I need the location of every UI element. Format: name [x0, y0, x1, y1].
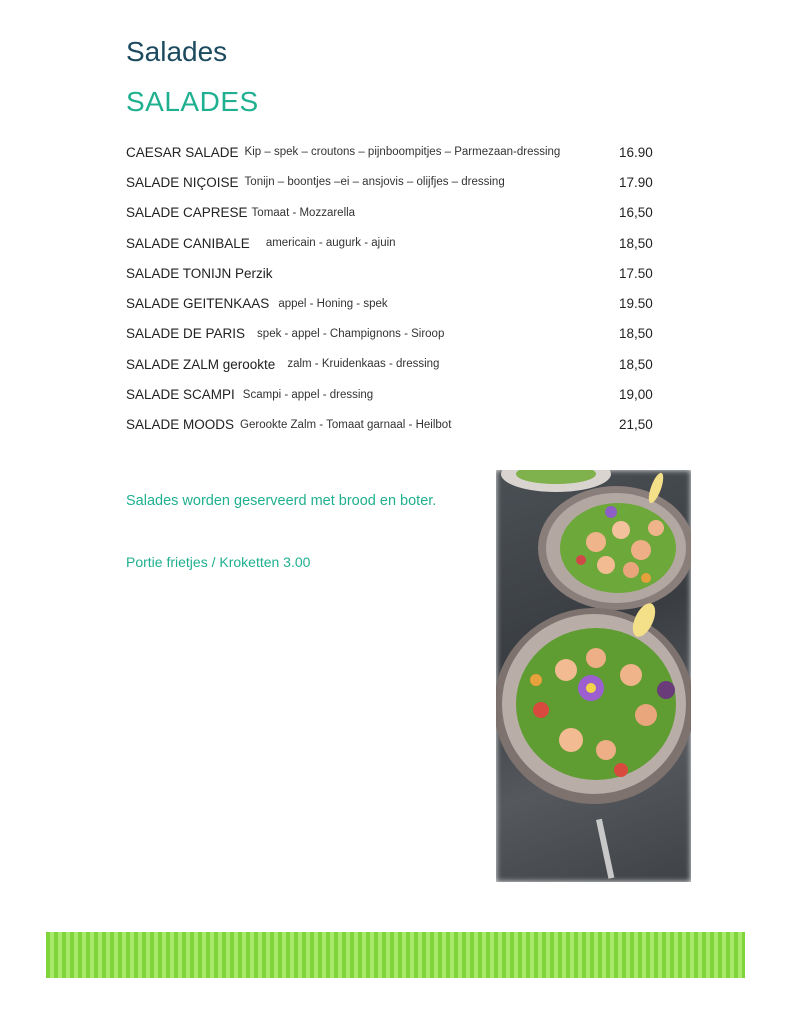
- menu-item: [126, 349, 666, 379]
- page-title: Salades: [126, 36, 228, 67]
- menu-item: [126, 198, 666, 228]
- section-heading: SALADES: [126, 86, 259, 117]
- item-price: 17.90: [619, 174, 653, 190]
- bread-note: Salades worden geserveerd met brood en boter.: [126, 493, 437, 509]
- item-name: CAESAR SALADE: [126, 144, 239, 160]
- menu-item: [126, 410, 666, 440]
- salad-photo-illustration: [496, 470, 691, 882]
- menu-item: [126, 288, 666, 318]
- item-name: SALADE GEITENKAAS: [126, 296, 270, 312]
- item-price: 18,50: [619, 326, 653, 342]
- item-price: 21,50: [619, 417, 653, 433]
- item-name: SALADE ZALM gerookte: [126, 356, 276, 372]
- item-price: 19.50: [619, 296, 653, 312]
- item-name: SALADE TONIJN Perzik: [126, 265, 273, 281]
- menu-item: [126, 167, 666, 197]
- item-description: Kip – spek – croutons – pijnboompitjes – Parmezaan-dressing: [244, 146, 561, 159]
- menu-item: [126, 137, 666, 167]
- item-name: SALADE CAPRESE: [126, 205, 248, 221]
- item-description: Scampi - appel - dressing: [242, 388, 374, 401]
- menu-item: [126, 379, 666, 409]
- item-price: 19,00: [619, 387, 653, 403]
- sides-note: Portie frietjes / Kroketten 3.00: [126, 554, 311, 570]
- item-description: americain - augurk - ajuin: [265, 237, 396, 250]
- item-description: zalm - Kruidenkaas - dressing: [287, 358, 440, 371]
- menu-item: [126, 228, 666, 258]
- item-price: 16,50: [619, 205, 653, 221]
- item-description: Tomaat - Mozzarella: [251, 206, 356, 219]
- item-price: 18,50: [619, 356, 653, 372]
- menu-item: [126, 319, 666, 349]
- item-price: 17.50: [619, 265, 653, 281]
- item-description: appel - Honing - spek: [278, 297, 388, 310]
- item-name: SALADE MOODS: [126, 417, 235, 433]
- item-description: Tonijn – boontjes –ei – ansjovis – olijfjes – dressing: [244, 176, 505, 189]
- item-name: SALADE SCAMPI: [126, 387, 235, 403]
- item-price: 18,50: [619, 235, 653, 251]
- item-description: Gerookte Zalm - Tomaat garnaal - Heilbot: [240, 418, 452, 431]
- item-name: SALADE DE PARIS: [126, 326, 246, 342]
- item-price: 16.90: [619, 144, 653, 160]
- item-name: SALADE NIÇOISE: [126, 174, 239, 190]
- item-description: spek - appel - Champignons - Siroop: [257, 327, 445, 340]
- menu-list: [126, 137, 666, 440]
- item-name: SALADE CANIBALE: [126, 235, 250, 251]
- decorative-stripe-bar: [46, 932, 745, 978]
- salad-photo: [496, 470, 691, 882]
- menu-item: [126, 258, 666, 288]
